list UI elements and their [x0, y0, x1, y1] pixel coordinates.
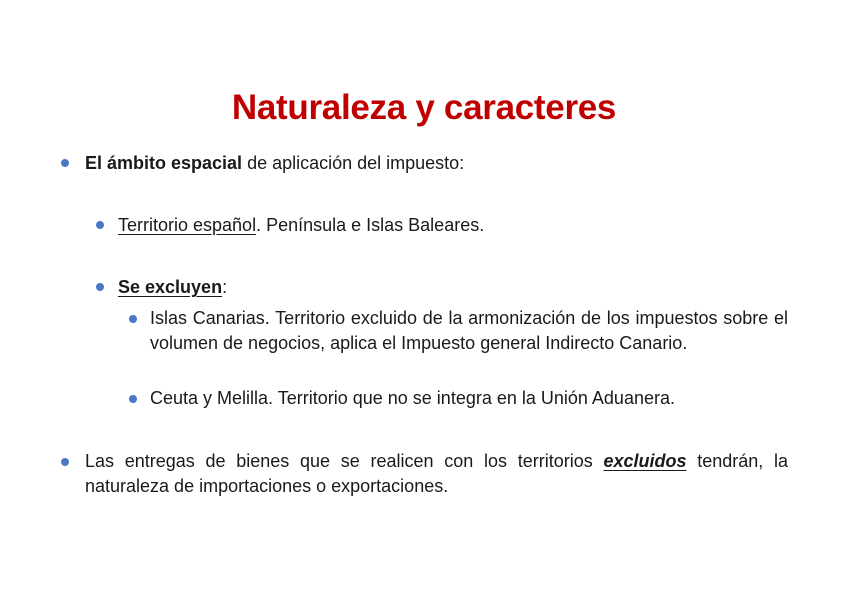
bullet-icon — [96, 283, 104, 291]
entregas-text-before: Las entregas de bienes que se realicen con los territorios — [85, 451, 604, 471]
bullet-icon — [96, 221, 104, 229]
territorio-espanol-text: . Península e Islas Baleares. — [256, 215, 485, 235]
bullet-islas-canarias: Islas Canarias. Territorio excluido de la armonización de los impuestos sobre el volumen de negocios, aplica el Impuesto general Indirecto Canario. — [150, 308, 788, 353]
slide-title: Naturaleza y caracteres — [231, 88, 617, 127]
ambito-espacial-label: El ámbito espacial — [85, 153, 243, 173]
se-excluyen-label: Se excluyen — [118, 277, 223, 297]
bullet-ambito-espacial — [85, 151, 464, 176]
bullet-icon — [129, 395, 137, 403]
territorio-espanol-label: Territorio español — [118, 215, 257, 235]
entregas-text-after: tendrán, la naturaleza de importaciones o exportaciones. — [85, 451, 788, 496]
bullet-icon — [61, 159, 69, 167]
se-excluyen-colon: : — [222, 277, 228, 297]
bullet-icon — [129, 315, 137, 323]
excluidos-emphasis: excluidos — [603, 451, 687, 471]
bullet-ceuta-melilla: Ceuta y Melilla. Territorio que no se integra en la Unión Aduanera. — [150, 388, 675, 408]
bullet-entregas-bienes — [85, 449, 788, 499]
bullet-icon — [61, 458, 69, 466]
ambito-espacial-text: de aplicación del impuesto: — [242, 153, 465, 173]
bullet-territorio-espanol — [118, 213, 484, 238]
bullet-se-excluyen — [118, 275, 227, 300]
